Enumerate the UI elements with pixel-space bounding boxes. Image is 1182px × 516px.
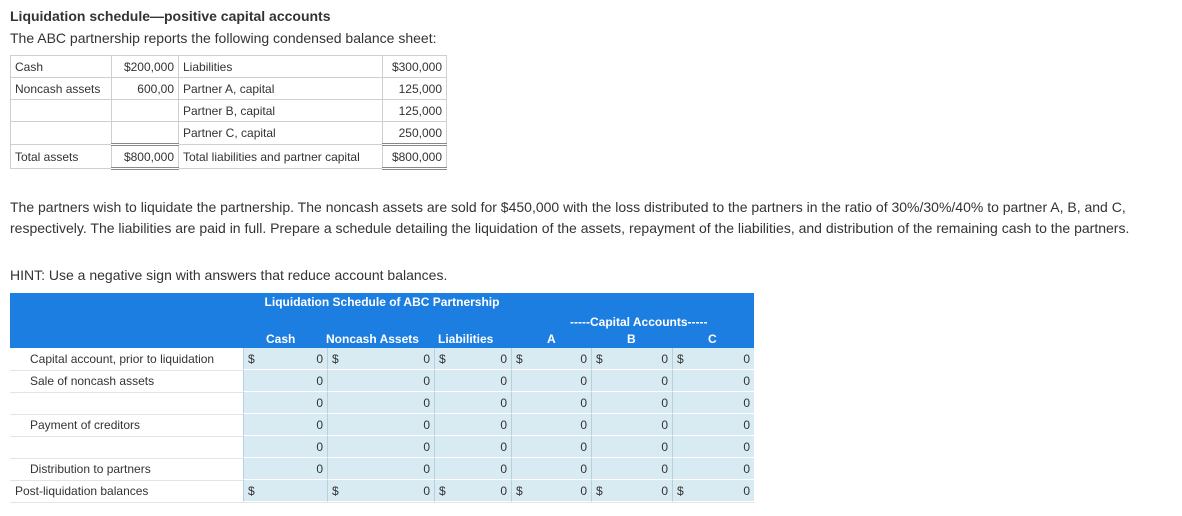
currency-sign: $ xyxy=(516,352,523,366)
bs-cell: $200,000 xyxy=(112,56,179,78)
cell-value: 0 xyxy=(661,396,668,410)
cell-value: 0 xyxy=(423,352,430,366)
cell-value: 0 xyxy=(743,374,750,388)
cell-value: 0 xyxy=(580,440,587,454)
cell-value: 0 xyxy=(500,352,507,366)
cell-value: 0 xyxy=(423,374,430,388)
schedule-input-cell[interactable] xyxy=(591,392,672,414)
cell-value: 0 xyxy=(580,484,587,498)
schedule-input-cell[interactable] xyxy=(243,392,327,414)
schedule-input-cell[interactable] xyxy=(672,480,754,502)
cell-value: 0 xyxy=(580,462,587,476)
bs-cell: Total liabilities and partner capital xyxy=(179,145,383,169)
schedule-input-cell[interactable] xyxy=(327,392,434,414)
cell-value: 0 xyxy=(423,462,430,476)
row-label: Payment of creditors xyxy=(30,418,141,432)
schedule-input-cell[interactable] xyxy=(511,414,591,436)
col-header-noncash: Noncash Assets xyxy=(326,332,419,346)
schedule-input-cell[interactable] xyxy=(327,414,434,436)
cell-value: 0 xyxy=(316,462,323,476)
schedule-input-cell[interactable] xyxy=(243,414,327,436)
schedule-row xyxy=(10,458,754,481)
balance-sheet-row xyxy=(11,122,447,145)
liquidation-schedule xyxy=(10,293,754,505)
schedule-header xyxy=(10,312,754,348)
schedule-input-cell[interactable] xyxy=(511,370,591,392)
schedule-input-cell[interactable] xyxy=(434,436,511,458)
row-label: Sale of noncash assets xyxy=(30,374,155,388)
capital-accounts-header: -----Capital Accounts----- xyxy=(570,315,708,329)
bs-cell: 125,000 xyxy=(383,78,447,100)
bs-cell: Total assets xyxy=(11,145,112,169)
cell-value: 0 xyxy=(661,352,668,366)
bs-cell: 250,000 xyxy=(383,122,447,145)
cell-value: 0 xyxy=(661,374,668,388)
cell-value: 0 xyxy=(580,418,587,432)
col-header-a: A xyxy=(547,332,556,346)
cell-value: 0 xyxy=(743,418,750,432)
balance-sheet-row xyxy=(11,56,447,78)
currency-sign: $ xyxy=(248,484,255,498)
cell-value: 0 xyxy=(500,440,507,454)
schedule-input-cell[interactable] xyxy=(672,458,754,480)
bs-cell xyxy=(11,122,112,145)
schedule-input-cell[interactable] xyxy=(591,458,672,480)
cell-value: 0 xyxy=(580,396,587,410)
cell-value: 0 xyxy=(423,418,430,432)
schedule-row xyxy=(10,436,754,459)
schedule-input-cell[interactable] xyxy=(434,370,511,392)
bs-cell: 600,00 xyxy=(112,78,179,100)
cell-value: 0 xyxy=(661,440,668,454)
currency-sign: $ xyxy=(516,484,523,498)
currency-sign: $ xyxy=(596,352,603,366)
currency-sign: $ xyxy=(439,352,446,366)
balance-sheet-row xyxy=(11,100,447,122)
currency-sign: $ xyxy=(332,484,339,498)
bs-cell: 125,000 xyxy=(383,100,447,122)
currency-sign: $ xyxy=(332,352,339,366)
currency-sign: $ xyxy=(677,352,684,366)
schedule-input-cell[interactable] xyxy=(511,480,591,502)
schedule-input-cell[interactable] xyxy=(434,458,511,480)
schedule-input-cell[interactable] xyxy=(511,436,591,458)
schedule-input-cell[interactable] xyxy=(672,436,754,458)
cell-value: 0 xyxy=(316,352,323,366)
bs-cell: Cash xyxy=(11,56,112,78)
schedule-input-cell[interactable] xyxy=(243,458,327,480)
cell-value: 0 xyxy=(423,396,430,410)
cell-value: 0 xyxy=(316,418,323,432)
currency-sign: $ xyxy=(677,484,684,498)
schedule-input-cell[interactable] xyxy=(327,436,434,458)
balance-sheet-table xyxy=(10,55,447,170)
bs-cell: Liabilities xyxy=(179,56,383,78)
col-header-c: C xyxy=(708,332,717,346)
row-label: Post-liquidation balances xyxy=(15,484,149,498)
schedule-input-cell[interactable] xyxy=(591,414,672,436)
hint-text: HINT: Use a negative sign with answers that reduce account balances. xyxy=(10,267,448,283)
intro-text: The ABC partnership reports the following condensed balance sheet: xyxy=(10,30,437,46)
schedule-input-cell[interactable] xyxy=(672,348,754,370)
problem-paragraph: The partners wish to liquidate the partnership. The noncash assets are sold for $450,000 with the loss distributed to the partners in the ratio of 30%/30%/40% to partner A, B, and C, respectively. The liabilities are paid in full. Prepare a schedule detailing the liquidation of the assets, repayment of the liabilities, and distribution of the remaining cash to the partners. xyxy=(10,199,1130,236)
schedule-input-cell[interactable] xyxy=(672,392,754,414)
cell-value: 0 xyxy=(500,462,507,476)
cell-value: 0 xyxy=(661,418,668,432)
cell-value: 0 xyxy=(423,484,430,498)
row-label: Distribution to partners xyxy=(30,462,151,476)
balance-sheet-row xyxy=(11,145,447,169)
currency-sign: $ xyxy=(439,484,446,498)
schedule-row xyxy=(10,414,754,437)
schedule-input-cell[interactable] xyxy=(591,436,672,458)
currency-sign: $ xyxy=(596,484,603,498)
schedule-input-cell[interactable] xyxy=(672,414,754,436)
cell-value: 0 xyxy=(580,352,587,366)
bs-cell: Partner A, capital xyxy=(179,78,383,100)
schedule-input-cell[interactable] xyxy=(591,370,672,392)
problem-title: Liquidation schedule—positive capital accounts xyxy=(10,8,331,24)
schedule-input-cell[interactable] xyxy=(434,348,511,370)
schedule-input-cell[interactable] xyxy=(591,348,672,370)
col-header-b: B xyxy=(627,332,636,346)
schedule-input-cell[interactable] xyxy=(511,458,591,480)
schedule-input-cell[interactable] xyxy=(511,348,591,370)
schedule-input-cell[interactable] xyxy=(243,436,327,458)
bs-cell xyxy=(112,100,179,122)
schedule-input-cell[interactable] xyxy=(511,392,591,414)
cell-value: 0 xyxy=(316,440,323,454)
schedule-row xyxy=(10,392,754,415)
bs-cell: Noncash assets xyxy=(11,78,112,100)
schedule-input-cell[interactable] xyxy=(434,392,511,414)
cell-value: 0 xyxy=(743,396,750,410)
schedule-input-cell[interactable] xyxy=(243,480,327,502)
bs-cell xyxy=(11,100,112,122)
cell-value: 0 xyxy=(500,418,507,432)
balance-sheet-row xyxy=(11,78,447,100)
schedule-input-cell[interactable] xyxy=(327,458,434,480)
cell-value: 0 xyxy=(661,484,668,498)
cell-value: 0 xyxy=(743,484,750,498)
schedule-row xyxy=(10,348,754,371)
cell-value: 0 xyxy=(316,374,323,388)
cell-value: 0 xyxy=(500,484,507,498)
schedule-input-cell[interactable] xyxy=(243,348,327,370)
schedule-input-cell[interactable] xyxy=(672,370,754,392)
schedule-input-cell[interactable] xyxy=(327,480,434,502)
currency-sign: $ xyxy=(248,352,255,366)
schedule-input-cell[interactable] xyxy=(434,480,511,502)
cell-value: 0 xyxy=(580,374,587,388)
bs-cell: $800,000 xyxy=(383,145,447,169)
cell-value: 0 xyxy=(423,440,430,454)
bs-cell: Partner C, capital xyxy=(179,122,383,145)
schedule-input-cell[interactable] xyxy=(591,480,672,502)
bs-cell: $300,000 xyxy=(383,56,447,78)
schedule-input-cell[interactable] xyxy=(327,370,434,392)
schedule-title: Liquidation Schedule of ABC Partnership xyxy=(10,293,754,312)
row-label: Capital account, prior to liquidation xyxy=(30,352,215,366)
cell-value: 0 xyxy=(743,462,750,476)
bs-cell xyxy=(112,122,179,145)
schedule-row xyxy=(10,480,754,503)
bs-cell: $800,000 xyxy=(112,145,179,169)
cell-value: 0 xyxy=(316,396,323,410)
col-header-cash: Cash xyxy=(266,332,296,346)
cell-value: 0 xyxy=(743,440,750,454)
cell-value: 0 xyxy=(500,396,507,410)
schedule-row xyxy=(10,370,754,393)
schedule-input-cell[interactable] xyxy=(243,370,327,392)
cell-value: 0 xyxy=(661,462,668,476)
bs-cell: Partner B, capital xyxy=(179,100,383,122)
schedule-input-cell[interactable] xyxy=(327,348,434,370)
col-header-liabilities: Liabilities xyxy=(438,332,494,346)
cell-value: 0 xyxy=(500,374,507,388)
cell-value: 0 xyxy=(743,352,750,366)
schedule-input-cell[interactable] xyxy=(434,414,511,436)
